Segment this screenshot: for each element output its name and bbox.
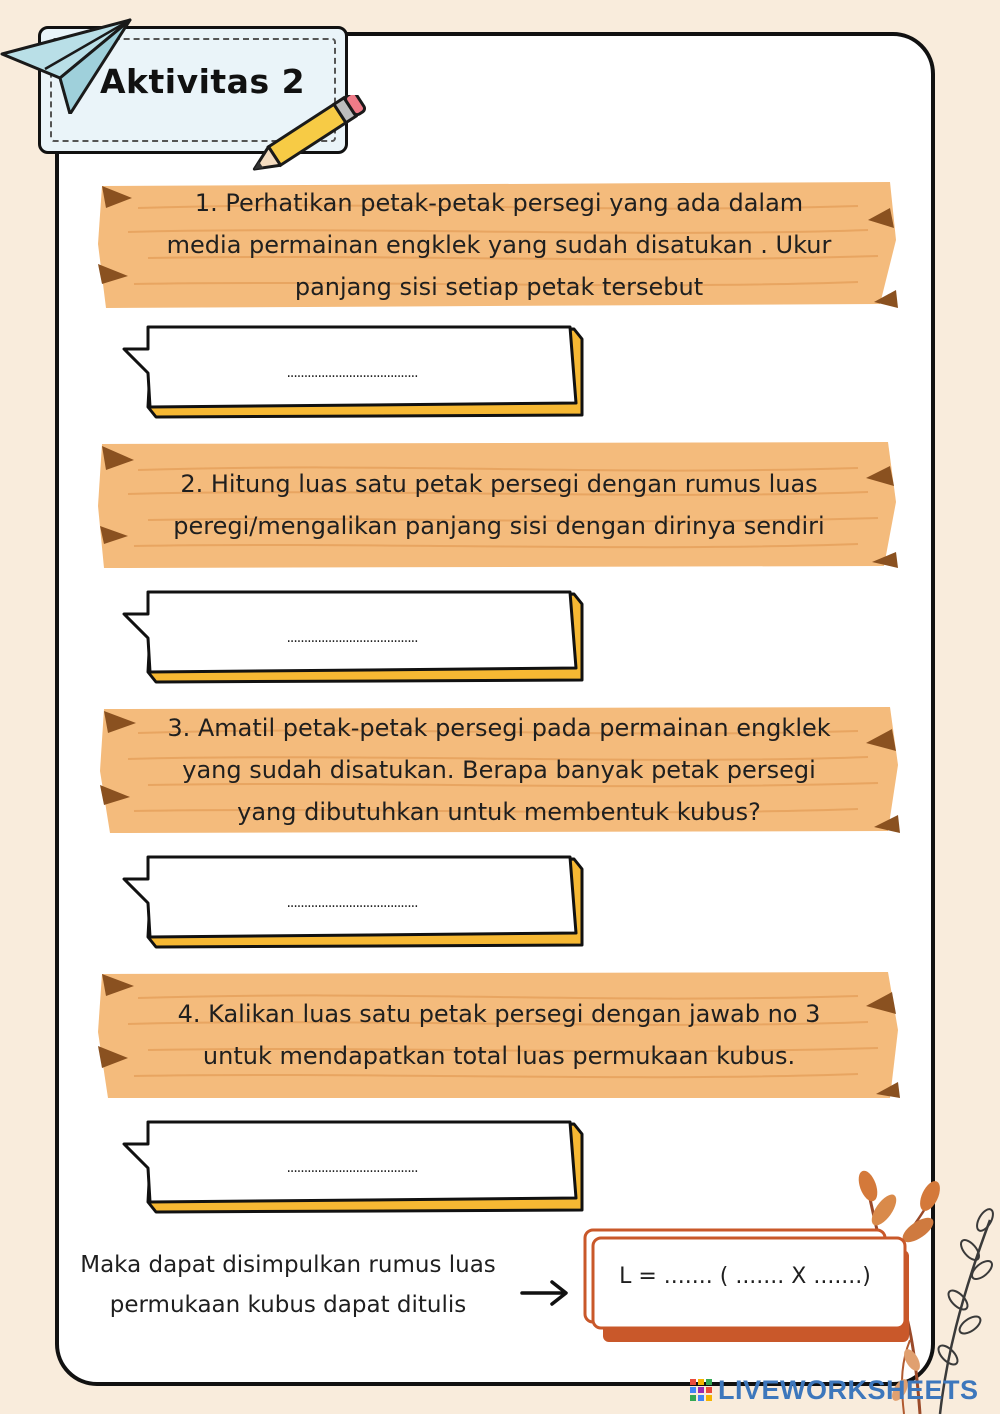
answer-blank-3[interactable]: ...................................... [286, 895, 418, 911]
question-text-4: 4. Kalikan luas satu petak persegi dengan jawab no 3 untuk mendapatkan total luas permukaan kubus. [177, 1000, 821, 1070]
answer-blank-4[interactable]: ...................................... [286, 1160, 418, 1176]
question-text-2: 2. Hitung luas satu petak persegi dengan rumus luas peregi/mengalikan panjang sisi dengan dirinya sendiri [173, 470, 825, 540]
question-plank-1 [98, 180, 900, 310]
answer-blank-1[interactable]: ...................................... [286, 365, 418, 381]
answer-box-2[interactable] [122, 590, 584, 686]
answer-blank-2[interactable]: ...................................... [286, 630, 418, 646]
arrow-right-icon [520, 1276, 572, 1310]
question-plank-2 [98, 440, 900, 570]
surface-area-formula[interactable]: L = ....... ( ....... X .......) [619, 1264, 871, 1289]
answer-box-1[interactable] [122, 325, 584, 421]
question-plank-4 [98, 970, 900, 1100]
question-text-3: 3. Amatil petak-petak persegi pada permainan engklek yang sudah disatukan. Berapa banyak petak persegi yang dibutuhkan untuk membentuk kubus? [167, 714, 831, 826]
formula-box[interactable] [583, 1228, 913, 1346]
watermark-text: LIVEWORKSHEETS [718, 1374, 979, 1405]
pencil-icon [240, 95, 370, 175]
answer-box-3[interactable] [122, 855, 584, 951]
question-plank-3 [98, 705, 900, 835]
activity-title: Aktivitas 2 [100, 62, 306, 101]
conclusion-text: Maka dapat disimpulkan rumus luas permukaan kubus dapat ditulis [80, 1252, 496, 1318]
answer-box-4[interactable] [122, 1120, 584, 1216]
question-text-1: 1. Perhatikan petak-petak persegi yang ada dalam media permainan engklek yang sudah disatukan . Ukur panjang sisi setiap petak tersebut [166, 189, 832, 301]
liveworksheets-watermark [690, 1372, 979, 1408]
liveworksheets-logo-icon [690, 1379, 712, 1401]
